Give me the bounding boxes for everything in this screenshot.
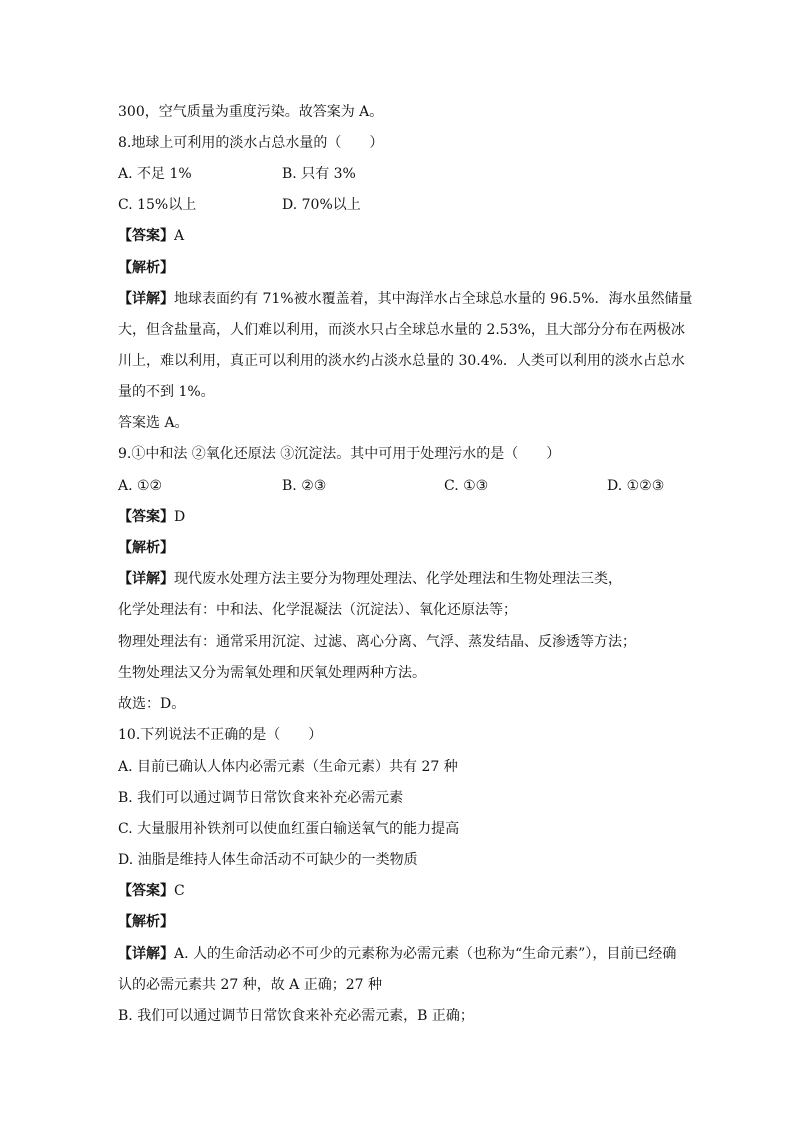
answer-label: 【答案】 <box>118 228 174 244</box>
answer-label: 【答案】 <box>118 509 174 525</box>
q10-option-d: D. 油脂是维持人体生命活动不可缺少的一类物质 <box>118 852 418 868</box>
q10-detail-line <box>118 944 676 964</box>
analysis-label: 【解析】 <box>118 260 174 276</box>
text-line: 300，空气质量为重度污染。故答案为 A。 <box>118 104 384 120</box>
q8-detail-line: 川上，难以利用，真正可以利用的淡水约占淡水总量的 30.4%．人类可以利用的淡水占总水 <box>118 353 685 369</box>
q10-detail-line: B. 我们可以通过调节日常饮食来补充必需元素，B 正确； <box>118 1008 474 1024</box>
question-8-stem: 8.地球上可利用的淡水占总水量的（ ） <box>118 135 384 151</box>
q9-answer <box>118 507 185 527</box>
q10-option-c: C. 大量服用补铁剂可以使血红蛋白输送氧气的能力提高 <box>118 821 460 837</box>
answer-value: D <box>174 509 186 525</box>
q8-answer <box>118 226 184 246</box>
q9-analysis-label <box>118 538 174 558</box>
q8-conclusion: 答案选 A。 <box>118 415 189 431</box>
q9-option-b: B. ②③ <box>282 478 327 494</box>
q8-detail-line: 量的不到 1%。 <box>118 384 215 400</box>
q10-analysis-label <box>118 912 174 932</box>
q8-option-d: D. 70%以上 <box>282 197 361 213</box>
analysis-label: 【解析】 <box>118 914 174 930</box>
q8-option-b: B. 只有 3% <box>282 166 356 182</box>
detail-text: A. 人的生命活动必不可少的元素称为必需元素（也称为“生命元素”），目前已经确 <box>174 946 677 962</box>
q9-conclusion: 故选：D。 <box>118 696 186 712</box>
q8-detail-line <box>118 289 693 309</box>
question-10-stem: 10.下列说法不正确的是（ ） <box>118 727 323 743</box>
q9-detail-line <box>118 569 622 589</box>
q9-option-c: C. ①③ <box>444 478 489 494</box>
q10-detail-line: 认的必需元素共 27 种，故 A 正确；27 种 <box>118 977 382 993</box>
q8-option-a: A. 不足 1% <box>118 166 192 182</box>
q9-detail-line: 生物处理法又分为需氧处理和厌氧处理两种方法。 <box>118 665 426 681</box>
q10-answer <box>118 881 185 901</box>
q9-option-d: D. ①②③ <box>607 478 665 494</box>
q10-option-b: B. 我们可以通过调节日常饮食来补充必需元素 <box>118 790 404 806</box>
question-9-stem: 9.①中和法 ②氧化还原法 ③沉淀法。其中可用于处理污水的是（ ） <box>118 446 561 462</box>
analysis-label: 【解析】 <box>118 540 174 556</box>
detail-label: 【详解】 <box>118 571 174 587</box>
answer-value: C <box>174 883 185 899</box>
detail-text: 现代废水处理方法主要分为物理处理法、化学处理法和生物处理法三类， <box>174 571 622 587</box>
q9-detail-line: 化学处理法有：中和法、化学混凝法（沉淀法）、氧化还原法等； <box>118 602 517 618</box>
q9-detail-line: 物理处理法有：通常采用沉淀、过滤、离心分离、气浮、蒸发结晶、反渗透等方法； <box>118 634 636 650</box>
detail-label: 【详解】 <box>118 946 174 962</box>
answer-label: 【答案】 <box>118 883 174 899</box>
q8-option-c: C. 15%以上 <box>118 197 197 213</box>
answer-value: A <box>174 228 185 244</box>
q8-detail-line: 大，但含盐量高，人们难以利用，而淡水只占全球总水量的 2.53%，且大部分分布在两极冰 <box>118 322 685 338</box>
detail-label: 【详解】 <box>118 291 174 307</box>
q10-option-a: A. 目前已确认人体内必需元素（生命元素）共有 27 种 <box>118 759 458 775</box>
q8-analysis-label <box>118 258 174 278</box>
q9-option-a: A. ①② <box>118 478 163 494</box>
detail-text: 地球表面约有 71%被水覆盖着，其中海洋水占全球总水量的 96.5%．海水虽然储量 <box>174 291 693 307</box>
